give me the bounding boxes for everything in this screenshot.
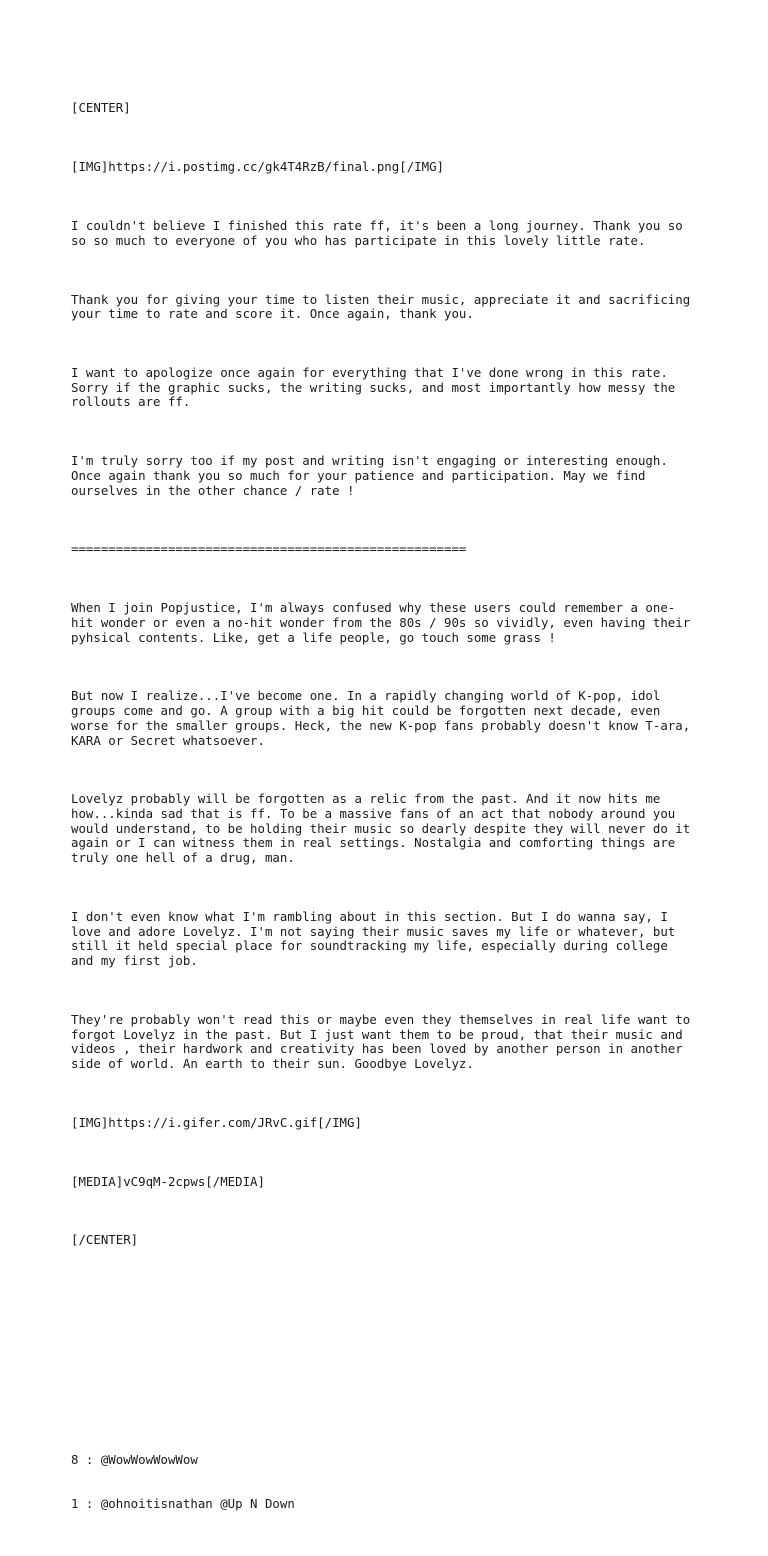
separator-line: ===================================================== [71,541,467,557]
paragraph-popjustice: When I join Popjustice, I'm always confused why these users could remember a one- hit wonder or even a no-hit wonder from the 80s / 90s so vividly, even having their pyhsical contents. Like, get a life people, go touch some grass ! [71,600,691,645]
paragraph-rambling: I don't even know what I'm rambling about in this section. But I do wanna say, I love and adore Lovelyz. I'm not saying their music saves my life or whatever, but still it held special place for soundtracking my life, especially during college and my first job. [71,908,676,969]
vote-line: 8 : @WowWowWowWow [71,1452,198,1468]
vote-list [71,1424,711,1542]
center-open-tag: [CENTER] [71,100,131,116]
vote-line: 1 : @ohnoitisnathan @Up N Down [71,1496,295,1512]
paragraph-sorry: I'm truly sorry too if my post and writing isn't engaging or interesting enough. Once again thank you so much for your patience and participation. May we find ourselves in the other chance / rate ! [71,453,668,498]
media-tag: [MEDIA]vC9qM-2cpws[/MEDIA] [71,1173,265,1189]
document-body [71,72,711,1556]
image-tag-final: [IMG]https://i.postimg.cc/gk4T4RzB/final.png[/IMG] [71,159,444,175]
image-tag-gif: [IMG]https://i.gifer.com/JRvC.gif[/IMG] [71,1114,362,1130]
paragraph-forgotten: Lovelyz probably will be forgotten as a relic from the past. And it now hits me how...kinda sad that is ff. To be a massive fans of an act that nobody around you would understand, to be holding their music so dearly despite they will never do it again or I can witness them in real settings. Nostalgia and comforting things are truly one hell of a drug, man. [71,791,691,866]
blank-space [71,1307,711,1380]
paragraph-thanks: I couldn't believe I finished this rate ff, it's been a long journey. Thank you so so so much to everyone of you who has participate in this lovely little rate. [71,218,683,248]
paragraph-time: Thank you for giving your time to listen their music, appreciate it and sacrificing your time to rate and score it. Once again, thank you. [71,291,691,322]
paragraph-apology: I want to apologize once again for everything that I've done wrong in this rate. Sorry if the graphic sucks, the writing sucks, and most importantly how messy the rollouts are ff. [71,365,676,410]
paragraph-goodbye: They're probably won't read this or maybe even they themselves in real life want to forgot Lovelyz in the past. But I just want them to be proud, that their music and videos , their hardwork and creativity has been loved by another person in another side of world. An earth to their sun. Goodbye Lovelyz. [71,1011,691,1071]
paragraph-realize: But now I realize...I've become one. In a rapidly changing world of K-pop, idol groups come and go. A group with a big hit could be forgotten next decade, even worse for the smaller groups. Heck, the new K-pop fans probably doesn't know T-ara, KARA or Secret whatsoever. [71,688,691,748]
center-close-tag: [/CENTER] [71,1232,139,1248]
